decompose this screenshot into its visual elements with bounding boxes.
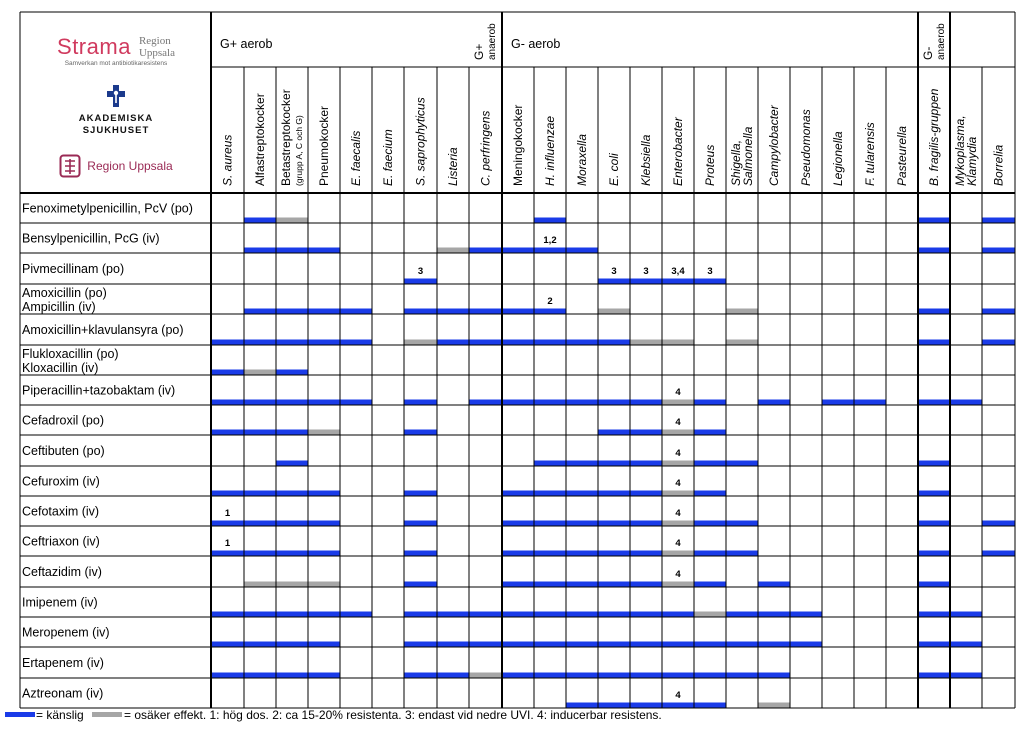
legend-uncertain-label: = osäker effekt. 1: hög dos. 2: ca 15-20% resistenta. 3: endast vid nedre UVI. 4: inducerbar resistens.	[124, 708, 662, 722]
uncertain-bar	[244, 582, 340, 587]
column-header: Shigella,	[729, 139, 743, 186]
sensitive-bar	[918, 218, 950, 223]
sensitive-bar	[534, 218, 566, 223]
group-header-anaerob: G+	[472, 43, 486, 60]
column-header: Pasteurella	[895, 125, 909, 186]
column-header: S. saprophyticus	[413, 97, 428, 186]
sensitive-bar	[404, 430, 437, 435]
footnote-marker: 3	[417, 266, 424, 277]
region-uppsala-text: Region Uppsala	[87, 159, 173, 173]
column-header: Enterobacter	[671, 117, 685, 186]
uncertain-bar	[662, 582, 694, 587]
sensitive-bar	[502, 491, 662, 496]
sensitive-bar	[502, 521, 662, 526]
strama-region-name: Uppsala	[138, 47, 175, 59]
footnote-marker: 2	[547, 296, 553, 307]
hospital-name-line2: SJUKHUSET	[82, 125, 150, 136]
drug-name: Pivmecillinam (po)	[22, 262, 125, 276]
column-header: Borrelia	[991, 144, 1006, 186]
footnote-marker: 1	[224, 538, 231, 549]
group-header-anaerob-sub: anaerob	[936, 23, 947, 60]
column-header: B. fragilis-gruppen	[927, 88, 941, 186]
column-header: F. tularensis	[863, 122, 877, 186]
uncertain-bar	[437, 248, 469, 253]
sensitive-bar	[502, 582, 662, 587]
sensitive-bar	[982, 521, 1015, 526]
sensitive-bar	[404, 551, 437, 556]
drug-name: Cefadroxil (po)	[22, 413, 104, 428]
column-header: Meningokocker	[511, 104, 525, 186]
hospital-name-line1: AKADEMISKA	[78, 113, 154, 124]
footnote-marker: 4	[675, 690, 681, 701]
drug-name: Ceftazidim (iv)	[22, 565, 102, 579]
uncertain-bar	[662, 491, 694, 496]
drug-name: Ceftriaxon (iv)	[22, 534, 100, 549]
sensitive-bar	[982, 340, 1015, 345]
uncertain-bar	[662, 461, 694, 466]
uncertain-bar	[244, 370, 276, 375]
drug-name: Cefotaxim (iv)	[22, 504, 100, 519]
sensitive-bar	[211, 430, 308, 435]
column-header-sub: (grupp A, C och G)	[294, 115, 304, 186]
drug-name: Ertapenem (iv)	[22, 656, 104, 670]
drug-name: Fenoximetylpenicillin, PcV (po)	[22, 201, 193, 216]
column-header: Legionella	[831, 131, 845, 186]
uncertain-bar	[694, 612, 726, 617]
column-header: Listeria	[446, 147, 460, 186]
sensitive-bar	[404, 491, 437, 496]
legend-sensitive-label: = känslig	[36, 708, 84, 722]
sensitive-bar	[918, 309, 950, 314]
sensitive-bar	[404, 309, 566, 314]
sensitive-bar	[211, 400, 372, 405]
uncertain-bar	[276, 218, 308, 223]
sensitive-bar	[918, 248, 950, 253]
footnote-marker: 4	[675, 569, 681, 580]
column-header-sub: Klamydia	[965, 136, 979, 186]
legend-sensitive-swatch	[5, 712, 35, 718]
column-header: Campylobacter	[767, 105, 781, 186]
column-header: E. faecium	[381, 129, 395, 186]
column-header: Moraxella	[575, 133, 589, 186]
sensitive-bar	[726, 612, 822, 617]
sensitive-bar	[502, 551, 662, 556]
sensitive-bar	[502, 673, 790, 678]
footnote-marker: 4	[675, 448, 681, 459]
uncertain-bar	[662, 551, 694, 556]
sensitive-bar	[918, 491, 950, 496]
sensitive-bar	[404, 279, 437, 284]
column-header-sub: Salmonella	[741, 126, 755, 186]
sensitive-bar	[276, 461, 308, 466]
column-header: E. coli	[607, 153, 621, 186]
sensitive-bar	[566, 703, 726, 708]
footnote-marker: 1,2	[543, 235, 557, 246]
drug-name: Aztreonam (iv)	[22, 686, 104, 701]
footnote-marker: 3	[643, 266, 649, 277]
uncertain-bar	[662, 521, 694, 526]
strama-region-label: Region	[138, 35, 171, 47]
column-header: Pneumokocker	[317, 105, 331, 186]
column-header: E. faecalis	[349, 130, 363, 186]
footnote-marker: 4	[675, 387, 681, 398]
footnote-marker: 4	[675, 478, 681, 489]
sensitive-bar	[758, 400, 790, 405]
sensitive-bar	[404, 400, 437, 405]
column-header: Klebsiella	[639, 134, 653, 186]
uncertain-bar	[469, 673, 502, 678]
sensitive-bar	[694, 400, 726, 405]
uncertain-bar	[662, 430, 694, 435]
drug-name: Amoxicillin (po)	[22, 286, 107, 300]
drug-name: Piperacillin+tazobaktam (iv)	[22, 383, 176, 398]
footnote-marker: 3	[611, 266, 617, 277]
sensitive-bar	[244, 248, 340, 253]
column-header: Proteus	[703, 144, 717, 186]
footnote-marker: 3,4	[671, 266, 685, 277]
group-header-gplus-aerob: G+ aerob	[220, 37, 273, 51]
drug-name: Imipenem (iv)	[22, 595, 98, 610]
sensitive-bar	[918, 582, 950, 587]
column-header: Alfastreptokocker	[253, 93, 267, 186]
drug-name: Bensylpenicillin, PcG (iv)	[22, 231, 160, 246]
uncertain-bar	[758, 703, 790, 708]
group-header-gminus-aerob: G- aerob	[511, 37, 561, 51]
sensitive-bar	[918, 461, 950, 466]
uncertain-bar	[726, 309, 758, 314]
column-header: Betastreptokocker	[279, 89, 293, 186]
sensitive-bar	[404, 582, 437, 587]
sensitive-bar	[211, 340, 372, 345]
sensitive-bar	[694, 582, 726, 587]
sensitive-bar	[982, 309, 1015, 314]
uncertain-bar	[662, 400, 694, 405]
sensitive-bar	[918, 521, 950, 526]
strama-tagline: Samverkan mot antibiotikaresistens	[64, 60, 168, 67]
sensitive-bar	[982, 551, 1015, 556]
drug-name-alt: Ampicillin (iv)	[22, 300, 96, 314]
sensitive-bar	[404, 642, 822, 647]
sensitive-bar	[758, 582, 790, 587]
sensitive-bar	[276, 370, 308, 375]
sensitive-bar	[694, 491, 726, 496]
sensitive-bar	[404, 612, 694, 617]
drug-name: Ceftibuten (po)	[22, 444, 105, 458]
sensitive-bar	[918, 340, 950, 345]
legend-uncertain-swatch	[92, 712, 122, 718]
footnote-marker: 4	[675, 538, 681, 549]
uncertain-bar	[726, 340, 758, 345]
drug-name: Flukloxacillin (po)	[22, 347, 119, 361]
strama-wordmark: Strama	[57, 34, 131, 59]
group-header-anaerob: G-	[921, 46, 935, 60]
sensitive-bar	[918, 551, 950, 556]
column-header: H. influenzae	[543, 115, 557, 186]
footnote-marker: 4	[675, 508, 681, 519]
sensitive-bar	[404, 521, 437, 526]
uncertain-bar	[308, 430, 340, 435]
sensitive-bar	[211, 370, 244, 375]
uncertain-bar	[404, 340, 437, 345]
footnote-marker: 3	[707, 266, 713, 277]
footnote-marker: 1	[224, 508, 231, 519]
sensitive-bar	[694, 430, 726, 435]
column-header: S. aureus	[220, 134, 235, 186]
group-header-anaerob-sub: anaerob	[487, 23, 498, 60]
uncertain-bar	[598, 309, 630, 314]
footnote-marker: 4	[675, 417, 681, 428]
sensitive-bar	[982, 248, 1015, 253]
drug-name: Meropenem (iv)	[22, 625, 110, 640]
drug-name: Cefuroxim (iv)	[22, 474, 100, 489]
sensitive-bar	[211, 612, 372, 617]
sensitive-bar	[244, 218, 276, 223]
column-header: Pseudomonas	[799, 109, 813, 186]
drug-name: Amoxicillin+klavulansyra (po)	[22, 323, 184, 337]
drug-name-alt: Kloxacillin (iv)	[22, 361, 99, 375]
column-header: Mykoplasma,	[953, 115, 967, 186]
column-header: C. perfringens	[478, 110, 493, 186]
sensitive-bar	[982, 218, 1015, 223]
